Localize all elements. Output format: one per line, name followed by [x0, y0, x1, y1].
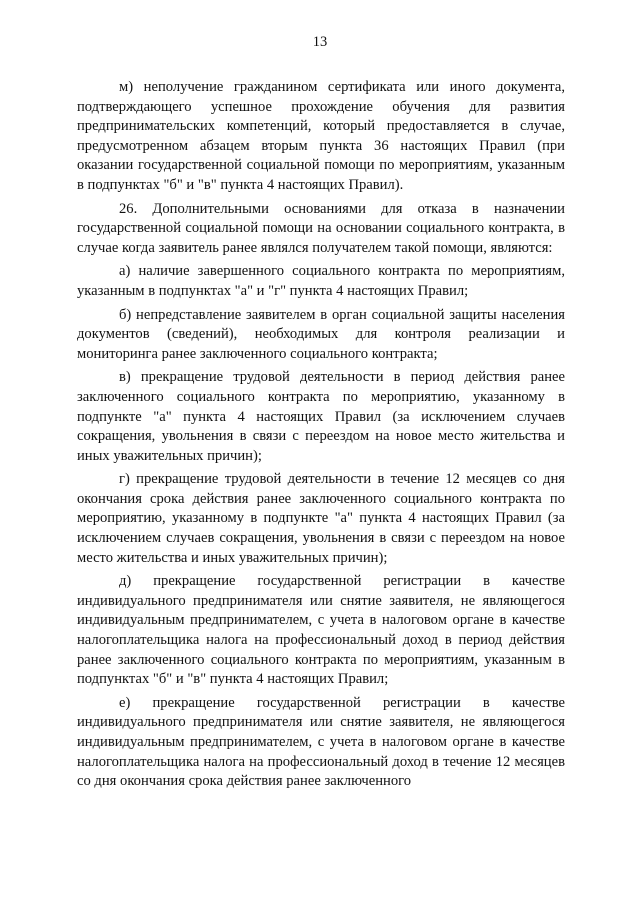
paragraph-clause-26: 26. Дополнительными основаниями для отказа в назначении государственной социальной помощи на основании социального контракта, в случае когда заявитель ранее являлся получателем такой помощи, являются:: [77, 200, 565, 256]
document-body: [77, 78, 565, 792]
page-number: 13: [312, 34, 328, 50]
paragraph-item-a: а) наличие завершенного социального контракта по мероприятиям, указанным в подпунктах "а" и "г" пункта 4 настоящих Правил;: [77, 263, 565, 299]
paragraph-item-m: м) неполучение гражданином сертификата или иного документа, подтверждающего успешное прохождение обучения для развития предпринимательских компетенций, который предоставляется в случае, предусмотренном абзацем вторым пункта 36 настоящих Правил (при оказании государственной социальной помощи по мероприятиям, указанным в подпунктах "б" и "в" пункта 4 настоящих Правил).: [77, 79, 565, 193]
paragraph-item-e: е) прекращение государственной регистрации в качестве индивидуального предпринимателя или снятие заявителя, не являющегося индивидуальным предпринимателем, с учета в налоговом органе в качестве налогоплательщика налога на профессиональный доход в течение 12 месяцев со дня окончания срока действия ранее заключенного: [77, 694, 565, 790]
paragraph-item-b: б) непредставление заявителем в орган социальной защиты населения документов (сведений), необходимых для контроля реализации и мониторинга ранее заключенного социального контракта;: [77, 306, 565, 362]
paragraph-item-g: г) прекращение трудовой деятельности в течение 12 месяцев со дня окончания срока действия ранее заключенного социального контракта по мероприятию, указанному в подпункте "а" пункта 4 настоящих Правил (за исключением случаев сокращения, увольнения в связи с переездом на новое место жительства и иных уважительных причин);: [77, 471, 565, 566]
paragraph-item-d: д) прекращение государственной регистрации в качестве индивидуального предпринимателя или снятие заявителя, не являющегося индивидуальным предпринимателем, с учета в налоговом органе в качестве налогоплательщика налога на профессиональный доход в период действия ранее заключенного социального контракта по мероприятиям, указанным в подпунктах "б" и "в" пункта 4 настоящих Правил;: [77, 573, 565, 688]
paragraph-item-v: в) прекращение трудовой деятельности в период действия ранее заключенного социального контракта по мероприятию, указанному в подпункте "а" пункта 4 настоящих Правил (за исключением случаев сокращения, увольнения в связи с переездом на новое место жительства и иных уважительных причин);: [77, 369, 565, 464]
